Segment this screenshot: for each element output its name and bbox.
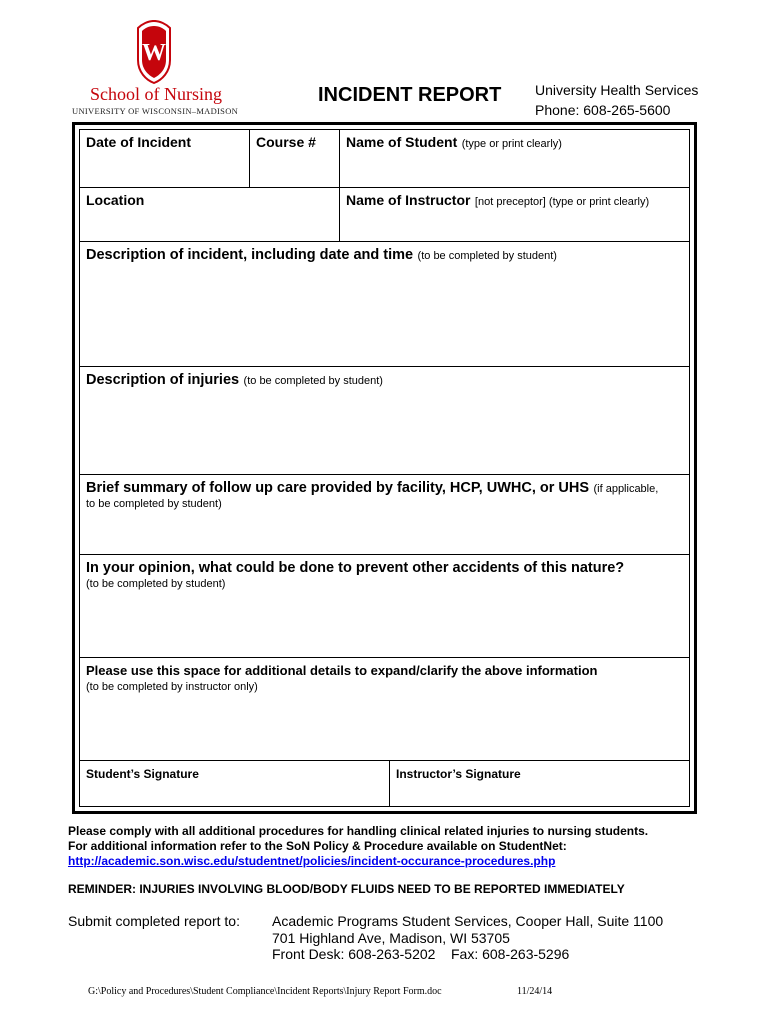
submit-label: Submit completed report to:: [68, 913, 240, 929]
submit-address-line-2: 701 Highland Ave, Madison, WI 53705: [272, 929, 510, 946]
form-grid: [79, 129, 690, 807]
additional-details-field[interactable]: [80, 658, 689, 761]
additional-details-label: Please use this space for additional details to expand/clarify the above information: [86, 663, 598, 678]
student-name-field[interactable]: [340, 130, 689, 188]
prevention-opinion-field[interactable]: [80, 555, 689, 658]
student-name-label: Name of Student: [346, 134, 458, 150]
school-logo: [72, 20, 242, 120]
uw-crest-icon: [132, 20, 176, 84]
follow-up-care-subnote: to be completed by student): [86, 498, 222, 510]
procedure-notice: [68, 824, 648, 869]
notice-line-1: Please comply with all additional procedures for handling clinical related injuries to nursing students.: [68, 824, 649, 838]
follow-up-care-label: Brief summary of follow up care provided by facility, HCP, UWHC, or UHS: [86, 480, 590, 496]
prevention-opinion-label: In your opinion, what could be done to prevent other accidents of this nature?: [86, 560, 625, 576]
uhs-contact: [535, 80, 698, 120]
instructor-name-label: Name of Instructor: [346, 192, 471, 208]
incident-description-note: (to be completed by student): [417, 250, 557, 262]
course-number-label: Course #: [256, 134, 316, 150]
submit-address-line-3: Front Desk: 608-263-5202 Fax: 608-263-5296: [272, 946, 570, 962]
instructor-signature-label: Instructor’s Signature: [396, 767, 521, 781]
follow-up-care-note: (if applicable,: [593, 483, 659, 495]
uhs-name: University Health Services: [535, 82, 699, 98]
additional-details-note: (to be completed by instructor only): [86, 681, 258, 693]
course-number-field[interactable]: [250, 130, 340, 188]
student-name-note: (type or print clearly): [461, 138, 562, 150]
instructor-name-note: [not preceptor] (type or print clearly): [474, 196, 650, 208]
injuries-description-note: (to be completed by student): [243, 375, 383, 387]
footer-file-path: G:\Policy and Procedures\Student Compliance\Incident Reports\Injury Report Form.doc: [88, 986, 442, 997]
prevention-opinion-note: (to be completed by student): [86, 578, 226, 590]
location-label: Location: [86, 192, 145, 208]
injuries-description-label: Description of injuries: [86, 372, 240, 388]
footer-date: 11/24/14: [517, 986, 553, 997]
submit-address-line-1: Academic Programs Student Services, Cooper Hall, Suite 1100: [272, 913, 664, 929]
uhs-phone: Phone: 608-265-5600: [535, 102, 671, 118]
procedures-link[interactable]: http://academic.son.wisc.edu/studentnet/policies/incident-occurance-procedures.php: [68, 854, 556, 868]
incident-description-field[interactable]: [80, 242, 689, 367]
incident-description-label: Description of incident, including date and time: [86, 247, 414, 263]
reminder-text: REMINDER: INJURIES INVOLVING BLOOD/BODY FLUIDS NEED TO BE REPORTED IMMEDIATELY: [68, 882, 625, 896]
follow-up-care-field[interactable]: [80, 475, 689, 555]
instructor-name-field[interactable]: [340, 188, 689, 242]
student-signature-field[interactable]: [80, 761, 390, 806]
university-name: UNIVERSITY OF WISCONSIN–MADISON: [72, 106, 239, 116]
injuries-description-field[interactable]: [80, 367, 689, 475]
page-title: INCIDENT REPORT: [318, 84, 502, 106]
crest-letter: W: [142, 40, 166, 66]
student-signature-label: Student’s Signature: [86, 767, 199, 781]
school-name: School of Nursing: [90, 84, 222, 104]
date-of-incident-label: Date of Incident: [86, 134, 192, 150]
date-of-incident-field[interactable]: [80, 130, 250, 188]
instructor-signature-field[interactable]: [390, 761, 689, 806]
submit-address: [272, 913, 663, 963]
notice-line-2: For additional information refer to the SoN Policy & Procedure available on StudentNet:: [68, 839, 567, 853]
location-field[interactable]: [80, 188, 340, 242]
incident-form: [72, 122, 697, 814]
